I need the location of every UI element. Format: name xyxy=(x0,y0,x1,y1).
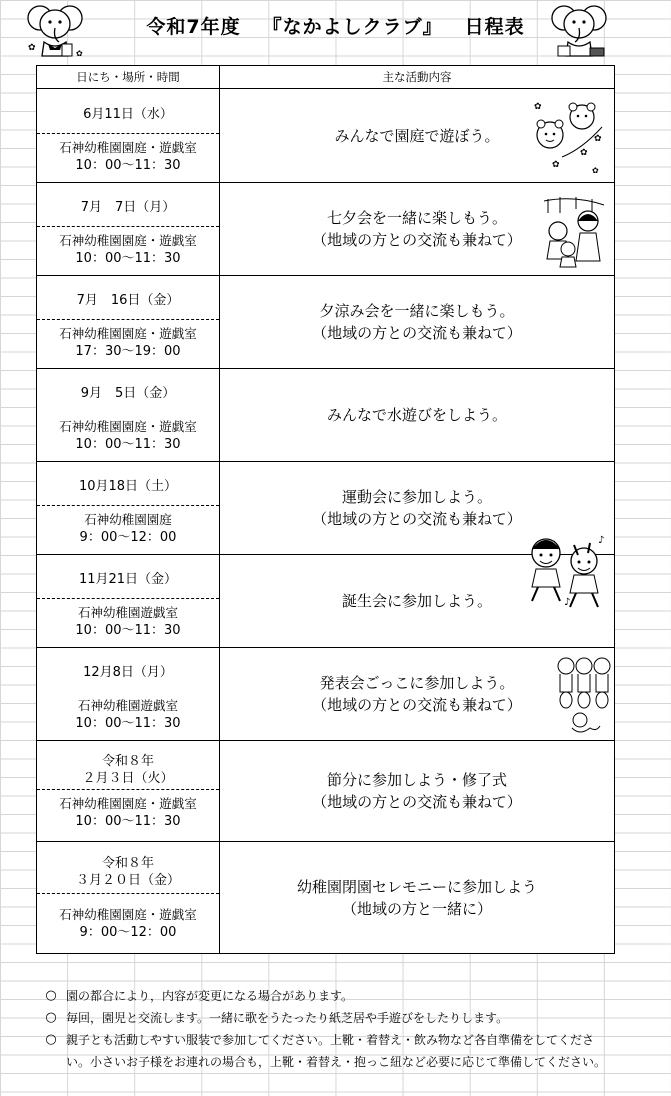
activity-subtext: （地域の方との交流も兼ねて） xyxy=(312,324,522,342)
activity-text: 運動会に参加しよう。 xyxy=(341,488,492,506)
date-cell xyxy=(37,369,220,462)
date-label: 10月18日（土） xyxy=(78,479,178,494)
date-cell xyxy=(37,276,220,369)
place-label: 石神幼稚園園庭・遊戯室 xyxy=(59,419,197,434)
notes-section xyxy=(36,985,616,1073)
activity-subtext: （地域の方との交流も兼ねて） xyxy=(312,696,522,714)
activity-text: みんなで水遊びをしよう。 xyxy=(326,406,507,424)
svg-text:✿: ✿ xyxy=(592,166,599,175)
activity-cell xyxy=(220,648,615,741)
table-row xyxy=(37,842,615,954)
time-label: 17：30〜19：00 xyxy=(75,344,181,359)
time-label: 9：00〜12：00 xyxy=(79,530,177,545)
activity-cell xyxy=(220,89,615,183)
note-bullet: ○ xyxy=(45,988,57,1003)
time-label: 10：00〜11：30 xyxy=(75,814,181,829)
activity-text: 発表会ごっこに参加しよう。 xyxy=(319,674,515,692)
time-label: 10：00〜11：30 xyxy=(75,157,181,173)
bears-with-flowers-illustration-icon xyxy=(532,95,610,177)
note-text: 親子とも活動しやすい服装で参加してください。上靴・着替え・飲み物など各自準備をしてください。小さいお子様をお連れの場合も，上靴・着替え・抱っこ紐など必要に応じて準備してください。 xyxy=(66,1033,607,1069)
header-main-activity: 主な活動内容 xyxy=(220,66,615,89)
schedule-table xyxy=(36,65,615,954)
date-label: ３月２０日（金） xyxy=(75,873,180,888)
activity-cell xyxy=(220,183,615,276)
date-cell xyxy=(37,183,220,276)
date-label: 9月 5日（金） xyxy=(80,386,176,401)
activity-text: みんなで園庭で遊ぼう。 xyxy=(334,126,500,145)
note-text: 毎回，園児と交流します。一緒に歌をうたったり紙芝居や手遊びをしたりします。 xyxy=(66,1011,509,1025)
date-label: 7月 16日（金） xyxy=(76,293,180,308)
time-label: 10：00〜11：30 xyxy=(75,437,181,452)
header-date-place-time: 日にち・場所・時間 xyxy=(37,66,220,89)
activity-text: 幼稚園閉園セレモニーに参加しよう xyxy=(296,877,537,896)
activity-cell xyxy=(220,276,615,369)
place-label: 石神幼稚園園庭・遊戯室 xyxy=(59,233,197,248)
svg-text:✿: ✿ xyxy=(552,160,560,170)
place-label: 石神幼稚園園庭・遊戯室 xyxy=(59,326,197,341)
running-children-illustration-icon xyxy=(520,531,612,611)
note-bullet: ○ xyxy=(45,1010,57,1025)
svg-text:♪: ♪ xyxy=(564,597,571,608)
note-bullet: ○ xyxy=(45,1032,57,1047)
place-label: 石神幼稚園遊戯室 xyxy=(77,698,178,713)
activity-cell xyxy=(220,535,615,648)
table-row xyxy=(37,276,615,369)
title-club-name: 『なかよしクラブ』 xyxy=(262,16,443,38)
date-year-label: 令和８年 xyxy=(101,754,154,769)
svg-text:✿: ✿ xyxy=(594,134,602,144)
date-year-label: 令和８年 xyxy=(101,856,154,871)
table-row xyxy=(37,183,615,276)
date-label: 12月8日（月） xyxy=(83,665,173,680)
elephant-mascot-right-icon xyxy=(546,0,612,62)
table-row xyxy=(37,648,615,741)
activity-cell xyxy=(220,842,615,954)
title-schedule: 日程表 xyxy=(464,16,525,38)
table-row xyxy=(37,89,615,183)
activity-text: 夕涼み会を一緒に楽しもう。 xyxy=(319,302,515,320)
activity-subtext: （地域の方と一緒に） xyxy=(341,899,492,918)
activity-subtext: （地域の方との交流も兼ねて） xyxy=(312,510,522,528)
svg-text:✿: ✿ xyxy=(76,49,83,58)
note-item xyxy=(36,985,616,1007)
animal-performance-illustration-icon xyxy=(554,654,612,736)
date-cell xyxy=(37,462,220,555)
date-cell xyxy=(37,555,220,648)
elephant-mascot-left-icon xyxy=(22,0,88,62)
date-cell xyxy=(37,842,220,954)
activity-subtext: （地域の方との交流も兼ねて） xyxy=(312,231,522,249)
date-label: 6月11日（水） xyxy=(83,106,173,122)
table-row xyxy=(37,741,615,842)
place-label: 石神幼稚園園庭・遊戯室 xyxy=(59,796,197,811)
date-label: 7月 7日（月） xyxy=(80,200,176,215)
place-label: 石神幼稚園園庭 xyxy=(84,512,172,527)
place-label: 石神幼稚園遊戯室 xyxy=(77,605,178,620)
svg-text:✿: ✿ xyxy=(580,148,588,158)
title-year: 令和7年度 xyxy=(146,16,241,38)
activity-text: 七夕会を一緒に楽しもう。 xyxy=(326,209,507,227)
activity-cell xyxy=(220,741,615,842)
date-label: ２月３日（火） xyxy=(82,771,174,786)
place-label: 石神幼稚園園庭・遊戯室 xyxy=(59,907,197,922)
date-cell xyxy=(37,89,220,183)
date-label: 11月21日（金） xyxy=(78,572,178,587)
activity-text: 誕生会に参加しよう。 xyxy=(341,592,492,610)
svg-text:✿: ✿ xyxy=(534,102,542,112)
svg-text:♪: ♪ xyxy=(598,535,605,546)
date-cell xyxy=(37,648,220,741)
table-row xyxy=(37,555,615,648)
time-label: 10：00〜11：30 xyxy=(75,716,181,731)
note-item xyxy=(36,1007,616,1029)
note-text: 園の都合により，内容が変更になる場合があります。 xyxy=(66,989,354,1003)
activity-subtext: （地域の方との交流も兼ねて） xyxy=(312,793,522,811)
note-item xyxy=(36,1029,616,1073)
activity-text: 節分に参加しよう・修了式 xyxy=(326,771,507,789)
table-row xyxy=(37,369,615,462)
time-label: 10：00〜11：30 xyxy=(75,251,181,266)
time-label: 10：00〜11：30 xyxy=(75,623,181,638)
tanabata-children-illustration-icon xyxy=(536,191,612,269)
time-label: 9：00〜12：00 xyxy=(79,925,177,940)
place-label: 石神幼稚園園庭・遊戯室 xyxy=(59,139,197,155)
table-header-row xyxy=(37,66,615,89)
svg-text:✿: ✿ xyxy=(28,43,36,53)
activity-cell xyxy=(220,369,615,462)
date-cell xyxy=(37,741,220,842)
